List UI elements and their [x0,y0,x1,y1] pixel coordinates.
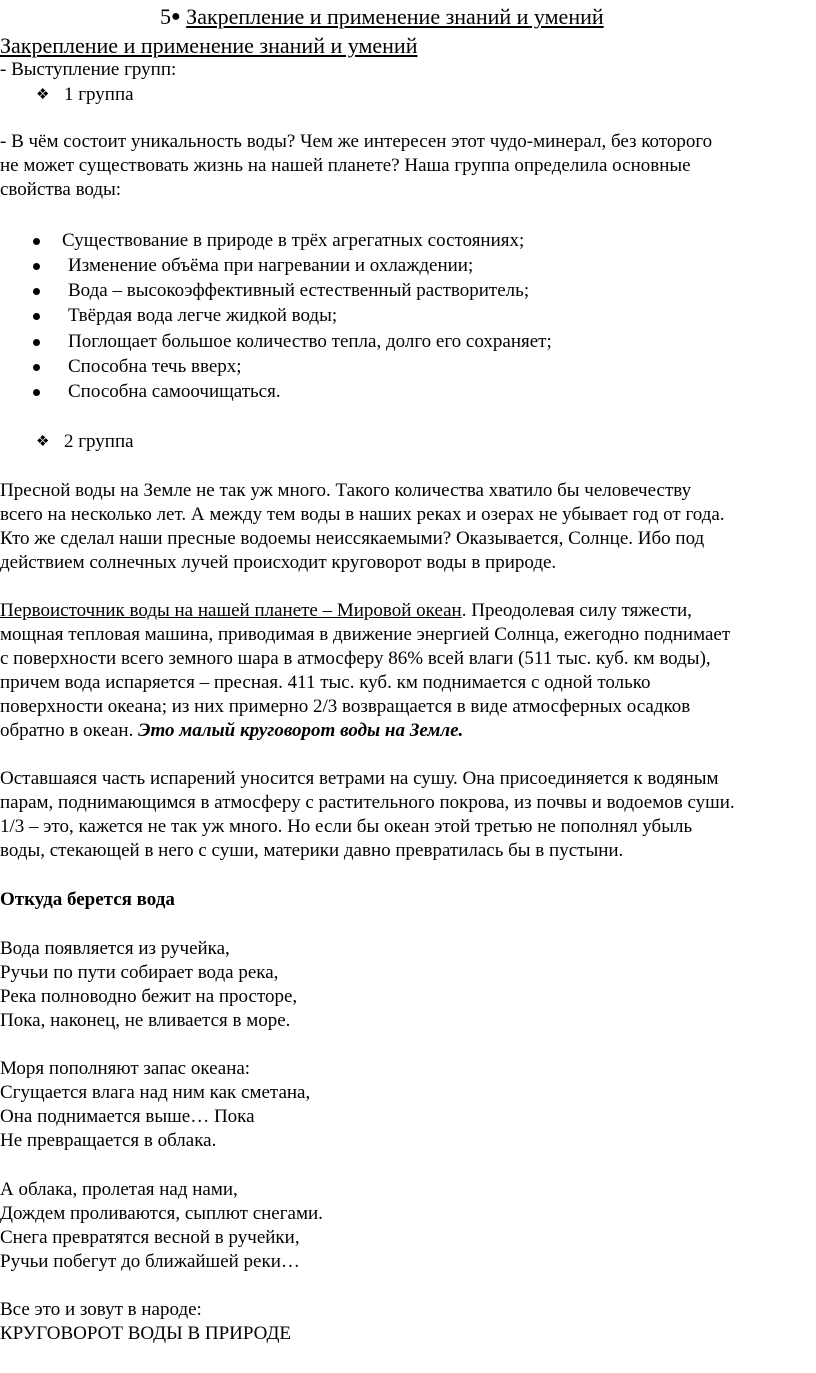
section-heading [160,4,604,30]
land-paragraph-line: Оставшаяся часть испарений уносится ветрами на сушу. Она присоединяется к водяным [0,768,719,789]
diamond-bullet-icon: ❖ [36,434,50,450]
poem-line: Моря пополняют запас океана: [0,1058,251,1079]
poem-line: Ручьи побегут до ближайшей реки… [0,1251,300,1272]
bullet-glyph: ● [171,8,181,25]
ocean-paragraph-line: поверхности океана; из них примерно 2/3 возвращается в виде атмосферных осадков [0,696,691,717]
section-title: Закрепление и применение знаний и умений [186,4,604,29]
ocean-paragraph-first-line [0,599,692,623]
group1-paragraph-line: не может существовать жизнь на нашей планете? Наша группа определила основные [0,155,691,176]
poem-closing-line: КРУГОВОРОТ ВОДЫ В ПРИРОДЕ [0,1323,292,1344]
ocean-paragraph-line: мощная тепловая машина, приводимая в движение энергией Солнца, ежегодно поднимает [0,624,731,645]
section-subtitle: Закрепление и применение знаний и умений [0,33,418,58]
poem-line: Дождем проливаются, сыплют снегами. [0,1203,323,1224]
group2-paragraph-line: действием солнечных лучей происходит круговорот воды в природе. [0,552,557,573]
list-bullet-icon [33,389,40,396]
list-bullet-icon [33,364,40,371]
ocean-paragraph-line: причем вода испаряется – пресная. 411 тыс. куб. км поднимается с одной только [0,672,651,693]
ocean-paragraph-plain: обратно в океан. [0,720,139,741]
poem-line: Пока, наконец, не вливается в море. [0,1010,291,1031]
group2-label: 2 группа [64,431,134,452]
group1-label: 1 группа [64,84,134,105]
list-item: Существование в природе в трёх агрегатных состояниях; [62,230,525,251]
ocean-paragraph-last-line [0,719,463,743]
ocean-paragraph-rest: . Преодолевая силу тяжести, [461,600,692,621]
list-item: Способна течь вверх; [68,356,242,377]
list-bullet-icon [33,339,40,346]
list-item: Поглощает большое количество тепла, долго его сохраняет; [68,331,552,352]
poem-line: Все это и зовут в народе: [0,1299,202,1320]
ocean-source-underlined: Первоисточник воды на нашей планете – Мировой океан [0,600,462,621]
poem-title: Откуда берется вода [0,889,175,910]
list-bullet-icon [33,313,40,320]
poem-line: А облака, пролетая над нами, [0,1179,238,1200]
ocean-paragraph-line: с поверхности всего земного шара в атмосферу 86% всей влаги (511 тыс. куб. км воды), [0,648,711,669]
group1-paragraph-line: - В чём состоит уникальность воды? Чем же интересен этот чудо-минерал, без которого [0,131,713,152]
poem-line: Снега превратятся весной в ручейки, [0,1227,300,1248]
poem-line: Она поднимается выше… Пока [0,1106,255,1127]
group1-paragraph-line: свойства воды: [0,179,122,200]
land-paragraph-line: парам, поднимающимся в атмосферу с растительного покрова, из почвы и водоемов суши. [0,792,735,813]
performance-label: - Выступление групп: [0,59,177,80]
list-item: Изменение объёма при нагревании и охлаждении; [68,255,474,276]
group2-paragraph-line: Кто же сделал наши пресные водоемы неиссякаемыми? Оказывается, Солнце. Ибо под [0,528,705,549]
group2-paragraph-line: Пресной воды на Земле не так уж много. Такого количества хватило бы человечеству [0,480,692,501]
land-paragraph-line: 1/3 – это, кажется не так уж много. Но если бы океан этой третью не пополнял убыль [0,816,693,837]
list-item: Вода – высокоэффективный естественный растворитель; [68,280,530,301]
section-number: 5 [160,4,171,29]
land-paragraph-line: воды, стекающей в него с суши, материки давно превратилась бы в пустыни. [0,840,624,861]
poem-line: Сгущается влага над ним как сметана, [0,1082,311,1103]
list-item: Способна самоочищаться. [68,381,281,402]
poem-line: Ручьи по пути собирает вода река, [0,962,279,983]
small-cycle-emphasis: Это малый круговорот воды на Земле. [138,720,464,741]
list-bullet-icon [33,263,40,270]
group2-paragraph-line: всего на несколько лет. А между тем воды в наших реках и озерах не убывает год от года. [0,504,725,525]
diamond-bullet-icon: ❖ [36,87,50,103]
poem-line: Река полноводно бежит на просторе, [0,986,298,1007]
list-bullet-icon [33,238,40,245]
poem-line: Вода появляется из ручейка, [0,938,230,959]
list-item: Твёрдая вода легче жидкой воды; [68,305,338,326]
poem-line: Не превращается в облака. [0,1130,217,1151]
list-bullet-icon [33,288,40,295]
